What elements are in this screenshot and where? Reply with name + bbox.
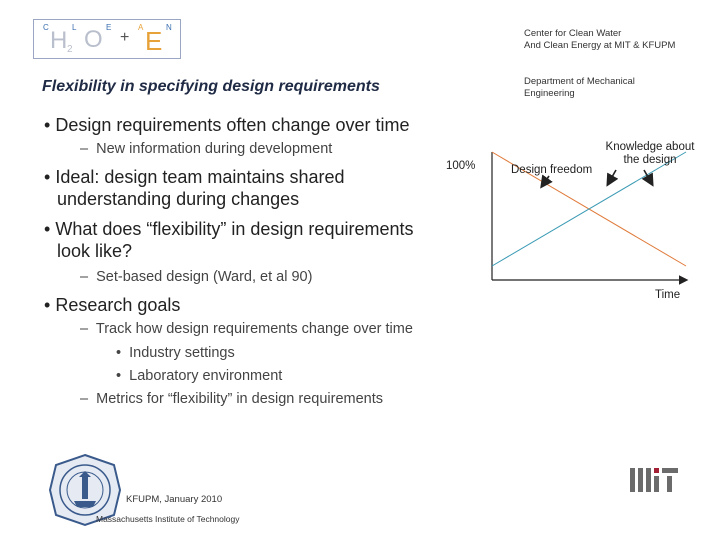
bullet-4-sub-2-text: Metrics for “flexibility” in design requirements (96, 391, 384, 407)
logo-plus: + (120, 29, 130, 46)
department-line1: Department of Mechanical (524, 76, 635, 87)
logo-letter-e-large: E (145, 26, 163, 56)
bullet-dot: • (44, 115, 51, 135)
footer-date: KFUPM, January 2010 (126, 494, 223, 505)
logo-letter-l: L (72, 23, 77, 32)
center-title-line2: And Clean Energy at MIT & KFUPM (524, 40, 676, 51)
logo-letter-h: H (50, 27, 68, 54)
bullet-1-text: Design requirements often change over time (55, 115, 410, 135)
bullet-dot: • (116, 345, 122, 361)
legend-knowledge-line2: the design (623, 154, 677, 166)
bullet-3-sub-1-text: Set-based design (Ward, et al 90) (96, 269, 313, 285)
legend-knowledge (602, 141, 698, 167)
logo-letter-o: O (84, 26, 103, 53)
bullet-dot: • (116, 368, 122, 384)
footer-institution: Massachusetts Institute of Technology (96, 514, 240, 524)
dash: – (80, 321, 89, 337)
dash: – (80, 141, 89, 157)
bullet-4-sub-1-b-text: Laboratory environment (129, 368, 283, 384)
logo-letter-e: E (106, 23, 112, 32)
logo-letter-a: A (138, 23, 144, 32)
logo-subscript-2: 2 (67, 44, 73, 55)
bullet-1-sub-1-text: New information during development (96, 141, 333, 157)
legend-knowledge-line1: Knowledge about (605, 141, 695, 153)
pointer-arrow-knowledge-left (608, 170, 616, 184)
department-line2: Engineering (524, 88, 575, 99)
bullet-4-text: Research goals (55, 295, 181, 315)
chart-y-max-label: 100% (446, 160, 476, 172)
bullet-dot: • (44, 167, 51, 187)
bullet-3-text-line1: What does “flexibility” in design requirements (55, 219, 414, 239)
dash: – (80, 269, 89, 285)
pointer-arrow-knowledge (644, 170, 652, 184)
chart-x-label: Time (655, 289, 681, 301)
logo-letter-c: C (43, 23, 49, 32)
bullet-3-text-line2: look like? (57, 241, 133, 261)
bullet-4-sub-1-text: Track how design requirements change over time (95, 321, 413, 337)
bullet-dot: • (44, 295, 51, 315)
bullet-4-sub-1-a-text: Industry settings (129, 345, 235, 361)
legend-design-freedom: Design freedom (511, 164, 593, 176)
mit-logo-icon (630, 468, 678, 492)
center-title-line1: Center for Clean Water (524, 28, 622, 39)
logo-letter-n: N (166, 23, 172, 32)
slide-title: Flexibility in specifying design requirements (42, 78, 380, 95)
bullet-dot: • (44, 219, 51, 239)
bullet-2-text-line2: understanding during changes (57, 189, 300, 209)
bullet-2-text-line1: Ideal: design team maintains shared (55, 167, 345, 187)
dash: – (80, 391, 89, 407)
